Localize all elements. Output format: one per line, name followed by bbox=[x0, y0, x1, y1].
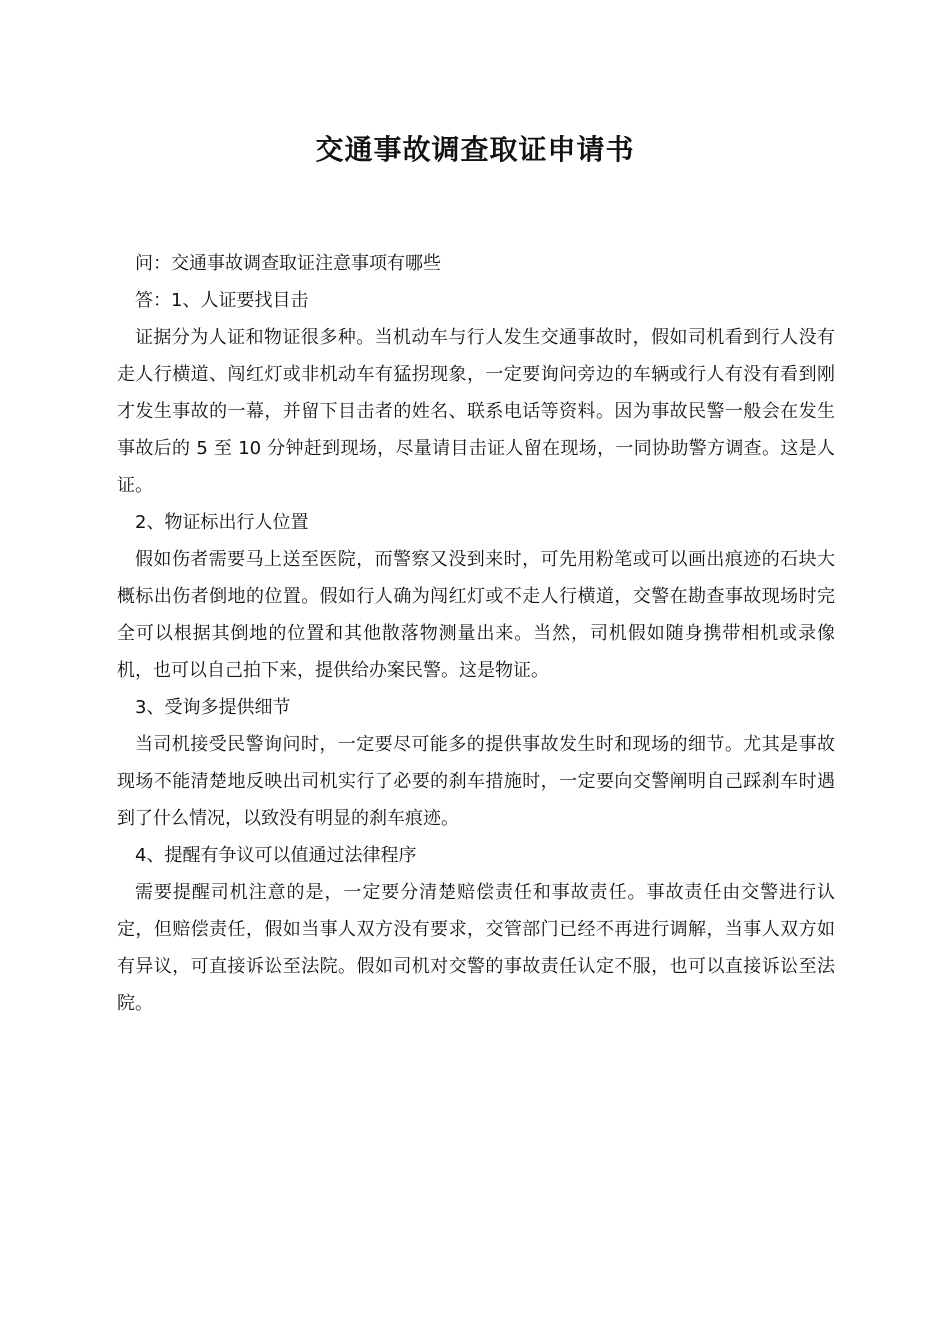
paragraph-witness-evidence: 证据分为人证和物证很多种。当机动车与行人发生交通事故时，假如司机看到行人没有走人行横道、闯红灯或非机动车有猛拐现象，一定要询问旁边的车辆或行人有没有看到刚才发生事故的一幕，并留下目击者的姓名、联系电话等资料。因为事故民警一般会在发生事故后的 5 至 10 分钟赶到现场，尽量请目击证人留在现场，一同协助警方调查。这是人证。 bbox=[117, 327, 835, 496]
question-line: 问：交通事故调查取证注意事项有哪些 bbox=[135, 253, 441, 274]
paragraph-details: 当司机接受民警询问时，一定要尽可能多的提供事故发生时和现场的细节。尤其是事故现场不能清楚地反映出司机实行了必要的刹车措施时，一定要向交警阐明自己踩刹车时遇到了什么情况，以致没有明显的刹车痕迹。 bbox=[117, 734, 835, 829]
document-title: 交通事故调查取证申请书 bbox=[315, 133, 635, 166]
document-body bbox=[117, 245, 835, 1022]
answer-heading-1: 答：1、人证要找目击 bbox=[135, 290, 309, 311]
paragraph-physical-evidence: 假如伤者需要马上送至医院，而警察又没到来时，可先用粉笔或可以画出痕迹的石块大概标出伤者倒地的位置。假如行人确为闯红灯或不走人行横道，交警在勘查事故现场时完全可以根据其倒地的位置和其他散落物测量出来。当然，司机假如随身携带相机或录像机，也可以自己拍下来，提供给办案民警。这是物证。 bbox=[117, 549, 835, 681]
heading-4: 4、提醒有争议可以值通过法律程序 bbox=[135, 845, 417, 866]
paragraph-legal-procedure: 需要提醒司机注意的是，一定要分清楚赔偿责任和事故责任。事故责任由交警进行认定，但赔偿责任，假如当事人双方没有要求，交管部门已经不再进行调解，当事人双方如有异议，可直接诉讼至法院。假如司机对交警的事故责任认定不服，也可以直接诉讼至法院。 bbox=[117, 882, 835, 1014]
heading-2: 2、物证标出行人位置 bbox=[135, 512, 309, 533]
heading-3: 3、受询多提供细节 bbox=[135, 697, 291, 718]
